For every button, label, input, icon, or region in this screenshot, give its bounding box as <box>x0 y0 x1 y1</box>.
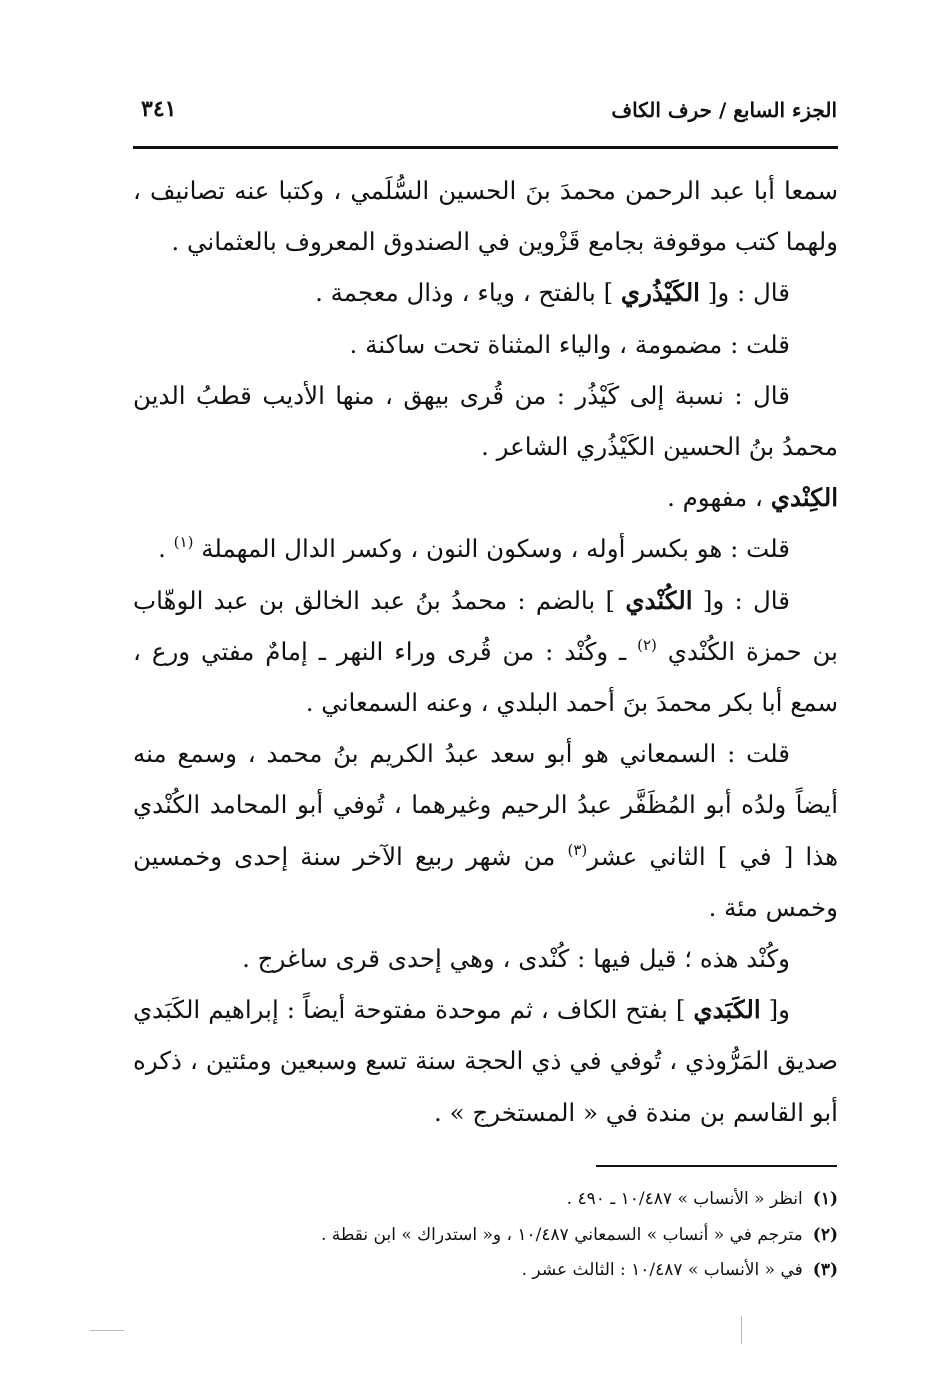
paragraph-1 <box>133 165 838 267</box>
paragraph-8-pre: قلت : السمعاني هو أبو سعد عبدُ الكريم بنُ محمد ، وسمع منه أيضاً ولدُه أبو المُظَفَّر عبدُ الرحيم وغيرهما ، تُوفي أبو المحامد الكُنْدي هذا [ في ] الثاني عشر <box>133 739 838 871</box>
paragraph-2 <box>133 267 838 318</box>
paragraph-9 <box>133 933 838 984</box>
footnote-2 <box>133 1218 838 1254</box>
entry-term-kaydhuri: الكَيْذُري <box>620 278 700 308</box>
paragraph-3 <box>133 319 838 370</box>
paragraph-10-pre: و[ <box>760 995 791 1025</box>
footnotes <box>133 1182 838 1289</box>
footnote-1 <box>133 1182 838 1218</box>
paragraph-9-text: وكُنْد هذه ؛ قيل فيها : كُنْدى ، وهي إحدى قرى ساغرج . <box>242 944 790 974</box>
footnote-marker-1: (١) <box>173 533 194 552</box>
paragraph-1-text: سمعا أبا عبد الرحمن محمدَ بنَ الحسين السُّلَمي ، وكتبا عنه تصانيف ، ولهما كتب موقوفة بجامع قَزْوين في الصندوق المعروف بالعثماني . <box>133 176 838 257</box>
paragraph-7 <box>133 575 838 729</box>
paragraph-10-post: ] بفتح الكاف ، ثم موحدة مفتوحة أيضاً : إبراهيم الكَبَدي صديق المَرُّوذي ، تُوفي في ذي الحجة سنة تسع وسبعين ومئتين ، ذكره أبو القاسم بن مندة في « المستخرج » . <box>133 995 838 1127</box>
footnote-3-number: (٣) <box>812 1260 838 1280</box>
paragraph-5-post: ، مفهوم . <box>667 483 771 513</box>
footnote-marker-2: (٢) <box>637 635 657 654</box>
entry-term-kindi: الكِنْدي <box>770 483 838 513</box>
footnote-2-text: مترجم في « أنساب » السمعاني ١٠/٤٨٧ ، و« استدراك » ابن نقطة . <box>320 1224 803 1245</box>
footnote-1-number: (١) <box>812 1189 838 1209</box>
paragraph-6-end: . <box>158 534 174 564</box>
paragraph-3-text: قلت : مضمومة ، والياء المثناة تحت ساكنة . <box>349 329 790 359</box>
footnote-3 <box>133 1253 838 1289</box>
paragraph-8 <box>133 728 838 933</box>
paragraph-7-post: ـ وكُنْد : من قُرى وراء النهر ـ إمامٌ مفتي ورع ، سمع أبا بكر محمدَ بنَ أحمد البلدي ، وعنه السمعاني . <box>133 636 838 718</box>
footnote-rule <box>596 1165 837 1167</box>
entry-term-kabadi: الكَبَدي <box>693 995 761 1025</box>
page-number: ٣٤١ <box>141 96 177 122</box>
paragraph-5 <box>133 472 838 523</box>
footnote-1-text: انظر « الأنساب » ١٠/٤٨٧ ـ ٤٩٠ . <box>566 1189 803 1209</box>
scan-mark <box>90 1330 124 1331</box>
main-text <box>133 165 838 1138</box>
entry-term-kundi: الكُنْدي <box>625 585 693 615</box>
paragraph-6 <box>133 523 838 574</box>
paragraph-8-post: من شهر ربيع الآخر سنة إحدى وخمسين وخمس مئة . <box>133 841 838 922</box>
footnote-3-text: في « الأنساب » ١٠/٤٨٧ : الثالث عشر . <box>521 1260 803 1280</box>
header-rule <box>133 146 838 149</box>
paragraph-7-mid: ] بالضم : محمدُ بنُ عبد الخالق بن عبد الوهّاب بن حمزة الكُنْدي <box>133 585 838 666</box>
paragraph-4 <box>133 370 838 472</box>
paragraph-6-text: قلت : هو بكسر أوله ، وسكون النون ، وكسر الدال المهملة <box>193 534 790 564</box>
page-header <box>137 92 837 132</box>
paragraph-2-post: ] بالفتح ، وياء ، وذال معجمة . <box>315 278 621 308</box>
running-head: الجزء السابع / حرف الكاف <box>611 98 837 122</box>
paragraph-4-text: قال : نسبة إلى كَيْذُر : من قُرى بيهق ، منها الأديب قطبُ الدين محمدُ بنُ الحسين الكَيْذُري الشاعر . <box>133 380 838 462</box>
footnote-marker-3: (٣) <box>567 840 588 859</box>
paragraph-2-pre: قال : و[ <box>700 278 790 308</box>
footnote-2-number: (٢) <box>812 1224 838 1245</box>
paragraph-10 <box>133 984 838 1138</box>
scan-mark <box>741 1316 742 1344</box>
paragraph-7-pre: قال : و[ <box>692 585 790 615</box>
